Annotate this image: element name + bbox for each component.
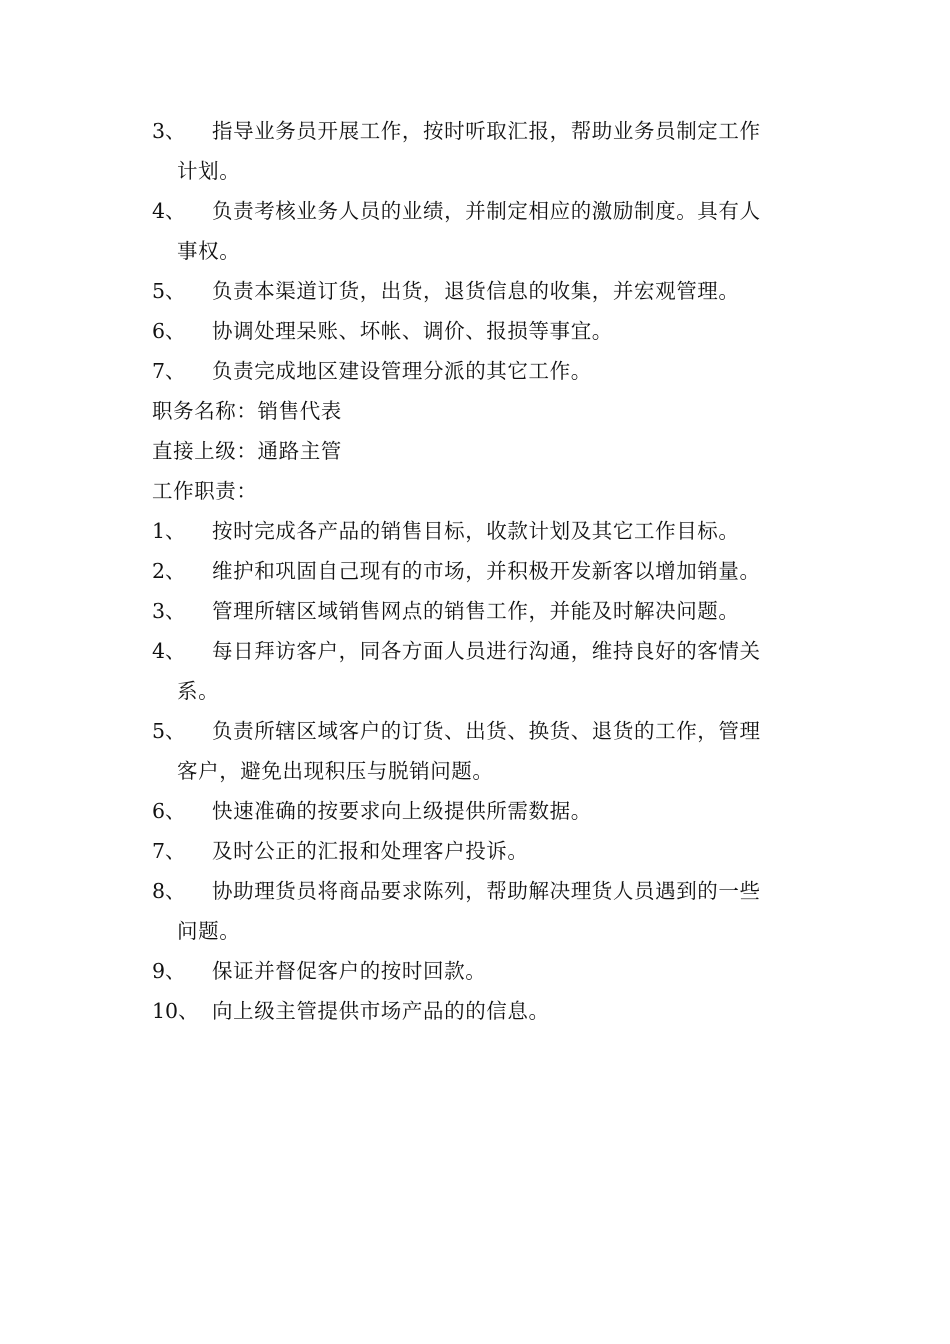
list-text: 维护和巩固自己现有的市场，并积极开发新客以增加销量。	[212, 559, 761, 583]
list-item	[152, 311, 802, 351]
list-number: 3、	[152, 119, 186, 143]
list-item	[152, 631, 802, 711]
list-text: 管理所辖区域销售网点的销售工作，并能及时解决问题。	[212, 599, 740, 623]
list-item	[152, 951, 802, 991]
list-item	[152, 351, 802, 391]
list-number: 5、	[152, 719, 186, 743]
list-number: 5、	[152, 279, 186, 303]
list-text: 负责完成地区建设管理分派的其它工作。	[212, 359, 592, 383]
list-item	[152, 271, 802, 311]
list-item	[152, 831, 802, 871]
duties-heading: 工作职责：	[152, 479, 258, 503]
list-text: 及时公正的汇报和处理客户投诉。	[212, 839, 529, 863]
list-text: 协调处理呆账、坏帐、调价、报损等事宜。	[212, 319, 613, 343]
list-text-continuation: 事权。	[177, 239, 241, 263]
list-number: 4、	[152, 639, 186, 663]
list-text-continuation: 系。	[177, 679, 220, 703]
list-number: 2、	[152, 559, 186, 583]
list-number: 8、	[152, 879, 186, 903]
job-title-line: 职务名称：销售代表	[152, 399, 342, 423]
list-item	[152, 191, 802, 271]
list-item	[152, 791, 802, 831]
list-text: 每日拜访客户，同各方面人员进行沟通，维持良好的客情关	[212, 639, 761, 663]
list-number: 9、	[152, 959, 186, 983]
list-item	[152, 591, 802, 631]
list-item	[152, 111, 802, 191]
list-text: 指导业务员开展工作，按时听取汇报，帮助业务员制定工作	[212, 119, 761, 143]
supervisor-line: 直接上级：通路主管	[152, 439, 342, 463]
list-item	[152, 511, 802, 551]
list-text-continuation: 计划。	[177, 159, 241, 183]
list-text: 负责考核业务人员的业绩，并制定相应的激励制度。具有人	[212, 199, 761, 223]
list-number: 3、	[152, 599, 186, 623]
list-number: 6、	[152, 319, 186, 343]
list-number: 6、	[152, 799, 186, 823]
list-item	[152, 711, 802, 791]
list-item	[152, 551, 802, 591]
list-text-continuation: 问题。	[177, 919, 241, 943]
list-number: 4、	[152, 199, 186, 223]
list-number: 1、	[152, 519, 186, 543]
list-text: 负责本渠道订货，出货，退货信息的收集，并宏观管理。	[212, 279, 740, 303]
list-text: 协助理货员将商品要求陈列，帮助解决理货人员遇到的一些	[212, 879, 761, 903]
list-text: 向上级主管提供市场产品的的信息。	[212, 999, 550, 1023]
list-text: 按时完成各产品的销售目标，收款计划及其它工作目标。	[212, 519, 740, 543]
list-text: 保证并督促客户的按时回款。	[212, 959, 487, 983]
list-number: 7、	[152, 839, 186, 863]
list-text: 负责所辖区域客户的订货、出货、换货、退货的工作，管理	[212, 719, 761, 743]
document-body	[152, 111, 802, 1031]
list-text: 快速准确的按要求向上级提供所需数据。	[212, 799, 592, 823]
list-text-continuation: 客户，避免出现积压与脱销问题。	[177, 759, 494, 783]
list-item	[152, 871, 802, 951]
list-item	[152, 991, 802, 1031]
list-number: 7、	[152, 359, 186, 383]
list-number: 10、	[152, 999, 199, 1023]
